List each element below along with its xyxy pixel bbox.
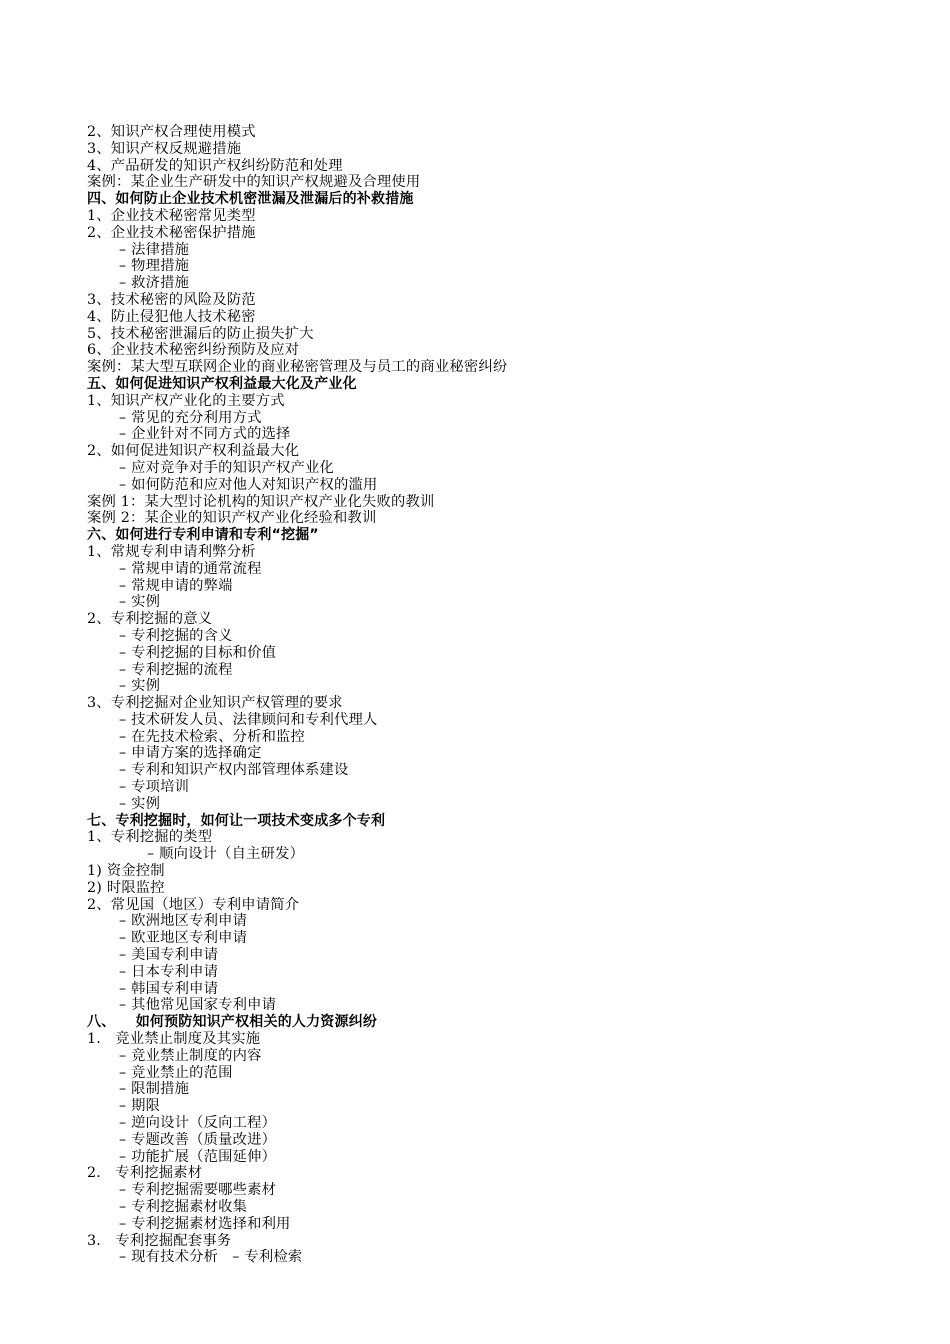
sub-item: – 专利挖掘的含义 bbox=[119, 627, 233, 644]
list-item: 3、技术秘密的风险及防范 bbox=[87, 291, 256, 308]
section-heading: 六、如何进行专利申请和专利“挖掘” bbox=[87, 527, 319, 544]
list-item: 案例 2：某企业的知识产权产业化经验和教训 bbox=[87, 510, 377, 527]
sub-item: – 应对竞争对手的知识产权产业化 bbox=[119, 459, 335, 476]
sub-item: – 实例 bbox=[119, 594, 161, 611]
sub-item: – 韩国专利申请 bbox=[119, 980, 219, 997]
sub-item: – 专利挖掘需要哪些素材 bbox=[119, 1182, 277, 1199]
list-item: 4、产品研发的知识产权纠纷防范和处理 bbox=[87, 157, 343, 174]
list-item: 5、技术秘密泄漏后的防止损失扩大 bbox=[87, 325, 314, 342]
list-item: 案例：某企业生产研发中的知识产权规避及合理使用 bbox=[87, 174, 421, 191]
list-item: 2、企业技术秘密保护措施 bbox=[87, 224, 256, 241]
list-item: 1、知识产权产业化的主要方式 bbox=[87, 392, 285, 409]
list-item: 案例：某大型互联网企业的商业秘密管理及与员工的商业秘密纠纷 bbox=[87, 359, 508, 376]
sub-item: – 欧亚地区专利申请 bbox=[119, 930, 248, 947]
sub-item: – 顺向设计（自主研发） bbox=[147, 846, 305, 863]
list-item: 1. 竞业禁止制度及其实施 bbox=[87, 1031, 261, 1048]
list-item: 1、企业技术秘密常见类型 bbox=[87, 207, 256, 224]
list-item: 2. 专利挖掘素材 bbox=[87, 1165, 203, 1182]
sub-item: – 实例 bbox=[119, 795, 161, 812]
sub-item: – 企业针对不同方式的选择 bbox=[119, 426, 291, 443]
sub-item: – 欧洲地区专利申请 bbox=[119, 913, 248, 930]
list-item: 1) 资金控制 bbox=[87, 863, 165, 880]
sub-item: – 申请方案的选择确定 bbox=[119, 745, 262, 762]
sub-item: – 竞业禁止制度的内容 bbox=[119, 1047, 262, 1064]
sub-item: – 常规申请的通常流程 bbox=[119, 560, 262, 577]
sub-item: – 法律措施 bbox=[119, 241, 190, 258]
sub-item: – 常规申请的弊端 bbox=[119, 577, 233, 594]
sub-item: – 专利挖掘素材收集 bbox=[119, 1199, 248, 1215]
sub-item: – 专题改善（质量改进） bbox=[119, 1131, 277, 1148]
list-item: 2、如何促进知识产权利益最大化 bbox=[87, 443, 300, 460]
sub-item: – 常见的充分利用方式 bbox=[119, 409, 262, 426]
sub-item: – 救济措施 bbox=[119, 275, 190, 292]
list-item: 案例 1：某大型讨论机构的知识产权产业化失败的教训 bbox=[87, 493, 435, 510]
sub-item: – 逆向设计（反向工程） bbox=[119, 1115, 277, 1132]
sub-item: – 限制措施 bbox=[119, 1081, 190, 1098]
list-item: 3. 专利挖掘配套事务 bbox=[87, 1232, 232, 1249]
list-item: 2、专利挖掘的意义 bbox=[87, 611, 213, 628]
sub-item: – 专利挖掘的流程 bbox=[119, 661, 233, 678]
section-heading: 五、如何促进知识产权利益最大化及产业化 bbox=[87, 375, 357, 392]
list-item: 1、常规专利申请利弊分析 bbox=[87, 543, 256, 560]
sub-item: – 如何防范和应对他人对知识产权的滥用 bbox=[119, 476, 378, 493]
sub-item: – 专利挖掘的目标和价值 bbox=[119, 644, 277, 661]
sub-item: – 日本专利申请 bbox=[119, 963, 219, 980]
list-item: 2、知识产权合理使用模式 bbox=[87, 124, 256, 140]
sub-item: – 在先技术检索、分析和监控 bbox=[119, 728, 306, 745]
sub-item: – 美国专利申请 bbox=[119, 947, 219, 964]
sub-item: – 实例 bbox=[119, 678, 161, 695]
section-heading: 八、 如何预防知识产权相关的人力资源纠纷 bbox=[87, 1014, 378, 1031]
sub-item: – 专项培训 bbox=[119, 779, 190, 796]
sub-item: – 专利和知识产权内部管理体系建设 bbox=[119, 762, 349, 779]
sub-item: – 物理措施 bbox=[119, 258, 190, 275]
sub-item: – 其他常见国家专利申请 bbox=[119, 997, 277, 1014]
list-item: 4、防止侵犯他人技术秘密 bbox=[87, 308, 256, 325]
list-item: 1、专利挖掘的类型 bbox=[87, 829, 213, 846]
sub-item: – 期限 bbox=[119, 1098, 161, 1115]
sub-item: – 竞业禁止的范围 bbox=[119, 1064, 233, 1081]
list-item: 3、专利挖掘对企业知识产权管理的要求 bbox=[87, 695, 343, 712]
list-item: 2) 时限监控 bbox=[87, 879, 165, 896]
section-heading: 四、如何防止企业技术机密泄漏及泄漏后的补救措施 bbox=[87, 191, 414, 208]
list-item: 2、常见国（地区）专利申请简介 bbox=[87, 896, 300, 913]
list-item: 3、知识产权反规避措施 bbox=[87, 140, 242, 157]
document-body bbox=[87, 124, 927, 1266]
sub-item: – 技术研发人员、法律顾问和专利代理人 bbox=[119, 711, 378, 728]
sub-item: – 现有技术分析 – 专利检索 bbox=[119, 1249, 303, 1266]
sub-item: – 专利挖掘素材选择和利用 bbox=[119, 1215, 291, 1232]
list-item: 6、企业技术秘密纠纷预防及应对 bbox=[87, 342, 300, 359]
sub-item: – 功能扩展（范围延伸） bbox=[119, 1148, 277, 1165]
section-heading: 七、专利挖掘时，如何让一项技术变成多个专利 bbox=[87, 812, 386, 829]
